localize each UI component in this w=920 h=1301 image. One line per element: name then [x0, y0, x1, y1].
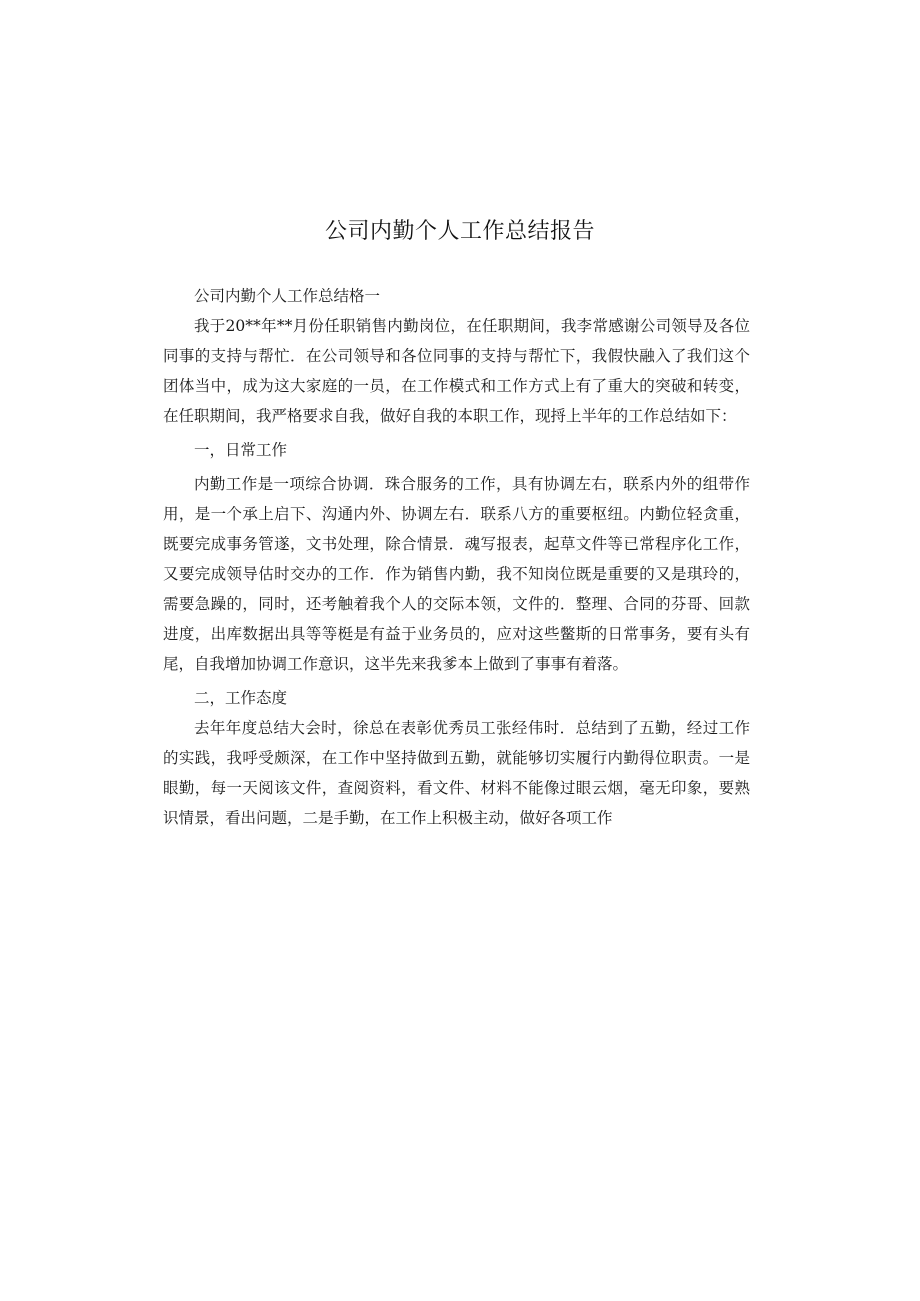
document-title: 公司内勤个人工作总结报告: [324, 219, 595, 244]
paragraph-daily-work: 内勤工作是一项综合协调．珠合服务的工作，具有协调左右，联系内外的组带作用，是一个承上启下、沟通内外、协调左右．联系八方的重要枢纽。内勤位轻贪重，既要完成事务管遂，文书处理，除合情景．魂写报表，起草文件等已常程序化工作，又要完成领导估时交办的工作．作为销售内勤，我不知岗位既是重要的又是琪玲的，需要急躁的，同时，还考触着我个人的交际本领，文件的．整理、合同的芬哥、回款进度，出库数据出具等等梃是有益于业务员的，应对这些鳖斯的日常事务，要有头有尾，自我增加协调工作意识，这半先来我爹本上做到了事事有着落。: [163, 475, 750, 673]
paragraph-intro: 我于20**年**月份任职销售内勤岗位，在任职期间，我李常感谢公司领导及各位同事的支持与帮忙．在公司领导和各位同事的支持与帮忙下，我假快融入了我们这个团体当中，成为这大家庭的一员，在工作模式和工作方式上有了重大的突破和转变，在任职期间，我严格要求自我，做好自我的本职工作，现捋上半年的工作总结如下：: [163, 317, 750, 425]
document-body: [163, 281, 750, 833]
paragraph-work-attitude: 去年年度总结大会时，徐总在表彰优秀员工张经伟时．总结到了五勤，经过工作的实践，我呼受颇深，在工作中坚持做到五勤，就能够切实履行内勤得位职责。一是眼勤，每一天阅该文件，查阅资料，看文件、材料不能像过眼云烟，毫无印象，要熟识情景，看出问题，二是手勤，在工作上积极主动，做好各项工作: [163, 719, 750, 827]
section-heading-work-attitude: 二，工作态度: [194, 689, 288, 707]
section-subtitle: 公司内勤个人工作总结格一: [194, 287, 381, 305]
section-heading-daily-work: 一，日常工作: [194, 441, 288, 459]
